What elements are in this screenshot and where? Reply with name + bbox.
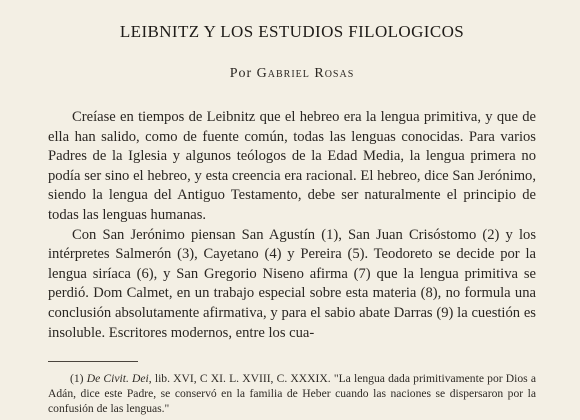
byline-author: Gabriel Rosas [256, 66, 355, 81]
article-body [48, 108, 536, 343]
byline-prefix: Por [229, 66, 253, 81]
footnote-work: De Civit. Dei [86, 372, 149, 386]
footnote-quote: "La lengua dada primitivamente por Dios a Adán, dice este Padre, se conservó en la familia de Heber cuando las naciones se dispersaron por la confusión de las lenguas." [48, 372, 537, 416]
paragraph-2: Con San Jerónimo piensan San Agustín (1), San Juan Crisóstomo (2) y los intérpretes Salmerón (3), Cayetano (4) y Pereira (5). Teodoreto se decide por la lengua siríaca (6), y San Gregorio Niseno afirma (7) que la lengua primitiva se perdió. Dom Calmet, en un trabajo especial sobre esta materia (8), no formula una conclusión absolutamente afirmativa, y para el sabio abate Darras (9) la cuestión es insoluble. Escritores modernos, entre los cua- [48, 226, 536, 341]
byline [48, 66, 536, 82]
footnote-divider [48, 361, 138, 362]
paragraph-1: Creíase en tiempos de Leibnitz que el hebreo era la lengua primitiva, y que de ella han salido, como de fuente común, todas las lenguas conocidas. Para varios Padres de la Iglesia y algunos teólogos de la Edad Media, la lengua primera no podía ser sino el hebreo, y esta creencia era racional. El hebreo, dice San Jerónimo, siendo la lengua del Antiguo Testamento, debe ser naturalmente el principio de todas las lenguas humanas. [48, 109, 536, 223]
article-title: LEIBNITZ Y LOS ESTUDIOS FILOLOGICOS [119, 22, 465, 41]
footnote-marker: (1) [70, 372, 84, 386]
footnote-reference: , lib. XVI, C XI. L. XVIII, C. XXXIX. [148, 372, 331, 386]
footnote-1 [48, 371, 536, 416]
footnote [48, 371, 536, 416]
